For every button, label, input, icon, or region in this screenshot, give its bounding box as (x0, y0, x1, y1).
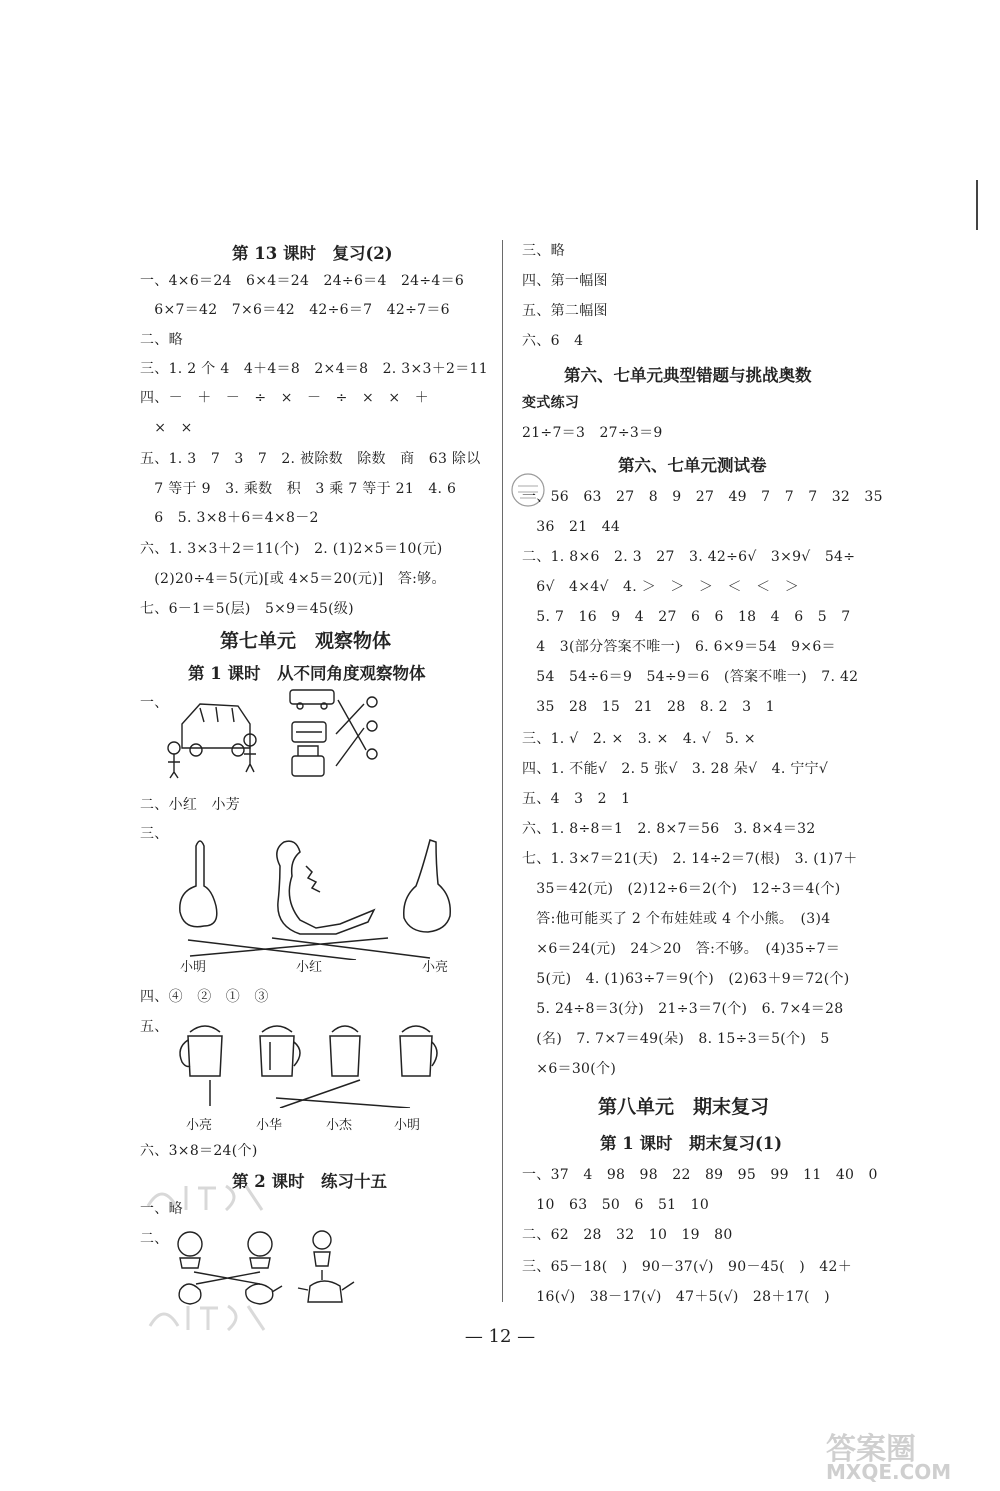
page-number: — 12 — (464, 1326, 536, 1347)
question-2-answer: 二、小红 小芳 (140, 797, 241, 813)
answer-line: 4 3(部分答案不唯一) 6. 6×9＝54 9×6＝ (522, 639, 836, 655)
scan-edge-mark (976, 180, 978, 230)
question-3-label: 三、 (140, 826, 169, 842)
answer-line: 三、1. √ 2. × 3. × 4. √ 5. × (522, 731, 756, 747)
answer-line: (2)20÷4＝5(元)[或 4×5＝20(元)] 答:够。 (140, 571, 446, 587)
unit-test-title: 第六、七单元测试卷 (618, 456, 767, 475)
lesson-2-q1: 一、略 (140, 1201, 183, 1217)
variation-practice-answer: 21÷7＝3 27÷3＝9 (522, 425, 663, 441)
lesson-1-title: 第 1 课时 从不同角度观察物体 (188, 664, 426, 683)
figure-label: 小明 (180, 960, 207, 975)
answer-line: 36 21 44 (522, 519, 621, 535)
site-watermark (826, 1424, 986, 1484)
error-review-title: 第六、七单元典型错题与挑战奥数 (564, 366, 812, 385)
answer-line: 7 等于 9 3. 乘数 积 3 乘 7 等于 21 4. 6 (140, 481, 457, 497)
question-5-label: 五、 (140, 1019, 169, 1035)
answer-line: 七、1. 3×7＝21(天) 2. 14÷2＝7(根) 3. (1)7＋ (522, 851, 858, 867)
dinosaur-views-figure (160, 830, 480, 960)
answer-line: 35 28 15 21 28 8. 2 3 1 (522, 699, 775, 715)
figure-label: 小明 (394, 1118, 421, 1133)
figure-label: 小红 (296, 960, 323, 975)
answer-line: 5. 24÷8＝3(分) 21÷3＝7(个) 6. 7×4＝28 (522, 1001, 844, 1017)
cup-views-figure (170, 1018, 440, 1108)
answer-line: 三、1. 2 个 4 4＋4＝8 2×4＝8 2. 3×3＋2＝11 (140, 361, 488, 377)
answer-line: 一、56 63 27 8 9 27 49 7 7 7 32 35 (522, 489, 883, 505)
answer-line: 5. 7 16 9 4 27 6 6 18 4 6 5 7 (522, 609, 851, 625)
answer-line: 答:他可能买了 2 个布娃娃或 4 个小熊。 (3)4 (522, 911, 831, 927)
answer-line: 三、65－18( ) 90－37(√) 90－45( ) 42＋ (522, 1259, 852, 1275)
lesson-2-q2-label: 二、 (140, 1231, 169, 1247)
unit-8-title: 第八单元 期末复习 (598, 1096, 770, 1118)
car-views-figure (160, 684, 400, 780)
lesson-2-title: 第 2 课时 练习十五 (232, 1172, 387, 1191)
question-1-label: 一、 (140, 695, 169, 711)
column-divider (502, 240, 503, 1302)
answer-line: 五、第二幅图 (522, 303, 608, 319)
answer-line: 35＝42(元) (2)12÷6＝2(个) 12÷3＝4(个) (522, 881, 841, 897)
answer-line: 六、1. 8÷8＝1 2. 8×7＝56 3. 8×4＝32 (522, 821, 816, 837)
lesson-13-title: 第 13 课时 复习(2) (232, 244, 393, 263)
answer-line: 五、1. 3 7 3 7 2. 被除数 除数 商 63 除以 (140, 451, 481, 467)
answer-line: 六、1. 3×3＋2＝11(个) 2. (1)2×5＝10(元) (140, 541, 443, 557)
answer-line: 54 54÷6＝9 54÷9＝6 (答案不唯一) 7. 42 (522, 669, 859, 685)
faded-stamp (142, 1176, 272, 1220)
answer-line: 四、－ ＋ － ÷ × － ÷ × × ＋ (140, 390, 429, 406)
answer-line: 二、62 28 32 10 19 80 (522, 1227, 733, 1243)
answer-line: 一、4×6＝24 6×4＝24 24÷6＝4 24÷4＝6 (140, 273, 465, 289)
answer-line: 三、略 (522, 243, 565, 259)
variation-practice-label: 变式练习 (522, 395, 580, 411)
answer-line: 6×7＝42 7×6＝42 42÷6＝7 42÷7＝6 (140, 302, 450, 318)
answer-line: (名) 7. 7×7＝49(朵) 8. 15÷3＝5(个) 5 (522, 1031, 830, 1047)
answer-line: 六、6 4 (522, 333, 584, 349)
unit-7-title: 第七单元 观察物体 (220, 630, 392, 652)
question-6-answer: 六、3×8＝24(个) (140, 1143, 258, 1159)
answer-line: 一、37 4 98 98 22 89 95 99 11 40 0 (522, 1167, 878, 1183)
answer-line: × × (140, 420, 193, 436)
figure-label: 小华 (256, 1118, 283, 1133)
figure-label: 小杰 (326, 1118, 353, 1133)
answer-line: 四、第一幅图 (522, 273, 608, 289)
answer-line: 二、1. 8×6 2. 3 27 3. 42÷6√ 3×9√ 54÷ (522, 549, 856, 565)
answer-line: 16(√) 38－17(√) 47＋5(√) 28＋17( ) (522, 1289, 830, 1305)
figure-label: 小亮 (422, 960, 449, 975)
answer-line: 6 5. 3×8＋6＝4×8－2 (140, 510, 319, 526)
figure-label: 小亮 (186, 1118, 213, 1133)
answer-line: 6√ 4×4√ 4. ＞ ＞ ＞ ＜ ＜ ＞ (522, 579, 800, 595)
watermark-url: MXQE.COM (826, 1460, 952, 1484)
answer-line: 五、4 3 2 1 (522, 791, 631, 807)
answer-line: 四、1. 不能√ 2. 5 张√ 3. 28 朵√ 4. 宁宁√ (522, 761, 829, 777)
answer-line: 七、6－1＝5(层) 5×9＝45(级) (140, 601, 354, 617)
answer-line: ×6＝24(元) 24＞20 答:不够。 (4)35÷7＝ (522, 941, 841, 957)
final-review-lesson-title: 第 1 课时 期末复习(1) (600, 1134, 783, 1153)
answer-line: 二、略 (140, 332, 183, 348)
answer-line: ×6＝30(个) (522, 1061, 617, 1077)
answer-line: 5(元) 4. (1)63÷7＝9(个) (2)63＋9＝72(个) (522, 971, 850, 987)
answer-line: 10 63 50 6 51 10 (522, 1197, 710, 1213)
question-4-answer: 四、④ ② ① ③ (140, 989, 269, 1005)
watermark-text: 答案圈 (826, 1432, 916, 1467)
